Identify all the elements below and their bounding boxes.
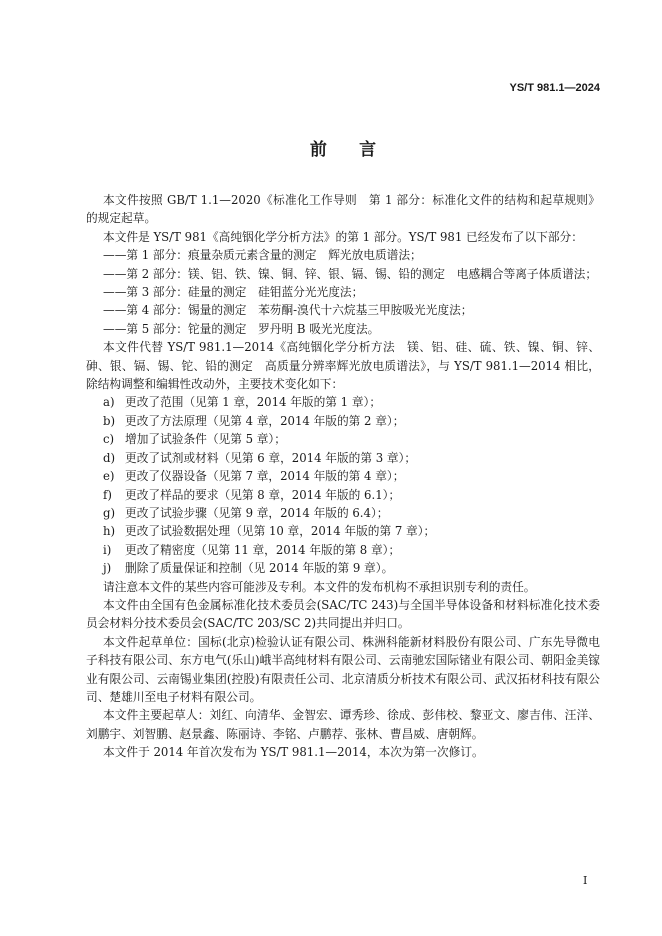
change-item bbox=[86, 430, 600, 448]
part-item: ——第 5 部分：铊量的测定 罗丹明 B 吸光光度法。 bbox=[103, 321, 380, 336]
change-text: 更改了样品的要求（见第 8 章，2014 年版的 6.1）； bbox=[125, 487, 401, 502]
part-item: ——第 2 部分：镁、铝、铁、镍、铜、锌、银、镉、锡、铅的测定 电感耦合等离子体质谱法； bbox=[103, 266, 598, 281]
change-text: 增加了试验条件（见第 5 章）； bbox=[125, 432, 286, 447]
committee-paragraph: 本文件由全国有色金属标准化技术委员会(SAC/TC 243)与全国半导体设备和材料标准化技术委员会材料分技术委员会(SAC/TC 203/SC 2)共同提出并归口。 bbox=[86, 597, 600, 631]
change-label: e) bbox=[103, 469, 115, 484]
change-label: j) bbox=[103, 561, 112, 576]
change-item bbox=[86, 486, 600, 504]
parts-list bbox=[86, 246, 600, 338]
drafting-units-paragraph: 本文件起草单位：国标(北京)检验认证有限公司、株洲科能新材料股份有限公司、广东先导微电子科技有限公司、东方电气(乐山)峨半高纯材料有限公司、云南驰宏国际锗业有限公司、朝阳金美镓业有限公司、云南锡业集团(控股)有限责任公司、北京清质分析技术有限公司、武汉拓材科技有限公司、楚雄川至电子材料有限公司。 bbox=[86, 634, 600, 704]
change-label: i) bbox=[103, 542, 112, 557]
change-text: 更改了方法原理（见第 4 章，2014 年版的第 2 章）； bbox=[125, 413, 405, 428]
change-label: c) bbox=[103, 432, 115, 447]
replacement-paragraph: 本文件代替 YS/T 981.1—2014《高纯铟化学分析方法 镁、铝、硅、硫、铁、镍、铜、锌、砷、银、镉、锡、铊、铅的测定 高质量分辨率辉光放电质谱法》，与 YS/T 981.1—2014 相比，除结构调整和编辑性改动外，主要技术变化如下： bbox=[86, 340, 600, 392]
page-number: I bbox=[583, 874, 588, 887]
change-text: 更改了仪器设备（见第 7 章，2014 年版的第 4 章）； bbox=[125, 469, 405, 484]
change-label: a) bbox=[103, 395, 115, 410]
change-text: 更改了精密度（见第 11 章，2014 年版的第 8 章）； bbox=[125, 542, 401, 557]
changes-list bbox=[86, 393, 600, 577]
change-item bbox=[86, 412, 600, 430]
change-text: 更改了范围（见第 1 章，2014 年版的第 1 章）； bbox=[125, 395, 382, 410]
change-text: 删除了质量保证和控制（见 2014 年版的第 9 章）。 bbox=[125, 561, 394, 576]
intro-paragraph-2: 本文件是 YS/T 981《高纯铟化学分析方法》的第 1 部分。YS/T 981 已经发布了以下部分： bbox=[103, 229, 583, 244]
page-title: 前 言 bbox=[309, 140, 384, 160]
change-item bbox=[86, 449, 600, 467]
change-label: h) bbox=[103, 524, 116, 539]
patent-notice: 请注意本文件的某些内容可能涉及专利。本文件的发布机构不承担识别专利的责任。 bbox=[103, 579, 536, 594]
change-label: g) bbox=[103, 505, 116, 520]
change-item bbox=[86, 559, 600, 577]
change-item bbox=[86, 541, 600, 559]
drafters-paragraph: 本文件主要起草人：刘红、向清华、金智宏、谭秀珍、徐成、彭伟校、黎亚文、廖吉伟、汪洋、刘鹏宇、刘智鹏、赵景鑫、陈丽诗、李铭、卢鹏荐、张林、曹昌威、唐朝辉。 bbox=[86, 708, 600, 741]
change-text: 更改了试验步骤（见第 9 章，2014 年版的 6.4）； bbox=[125, 505, 389, 520]
change-label: f) bbox=[103, 487, 112, 502]
intro-paragraph-1: 本文件按照 GB/T 1.1—2020《标准化工作导则 第 1 部分：标准化文件的结构和起草规则》的规定起草。 bbox=[86, 193, 600, 226]
change-item bbox=[86, 467, 600, 485]
change-text: 更改了试剂或材料（见第 6 章，2014 年版的第 3 章）； bbox=[125, 450, 417, 465]
change-label: b) bbox=[103, 413, 116, 428]
change-item bbox=[86, 393, 600, 411]
standard-number: YS/T 981.1—2024 bbox=[509, 82, 600, 94]
part-item: ——第 4 部分：锡量的测定 苯芴酮-溴代十六烷基三甲胺吸光光度法； bbox=[103, 303, 473, 318]
history-paragraph: 本文件于 2014 年首次发布为 YS/T 981.1—2014，本次为第一次修订。 bbox=[103, 745, 484, 760]
part-item: ——第 3 部分：硅量的测定 硅钼蓝分光光度法； bbox=[103, 285, 364, 300]
change-item bbox=[86, 522, 600, 540]
change-item bbox=[86, 504, 600, 522]
foreword-body bbox=[86, 191, 600, 762]
part-item: ——第 1 部分：痕量杂质元素含量的测定 辉光放电质谱法； bbox=[103, 248, 422, 263]
change-text: 更改了试验数据处理（见第 10 章，2014 年版的第 7 章）； bbox=[125, 524, 436, 539]
change-label: d) bbox=[103, 450, 116, 465]
